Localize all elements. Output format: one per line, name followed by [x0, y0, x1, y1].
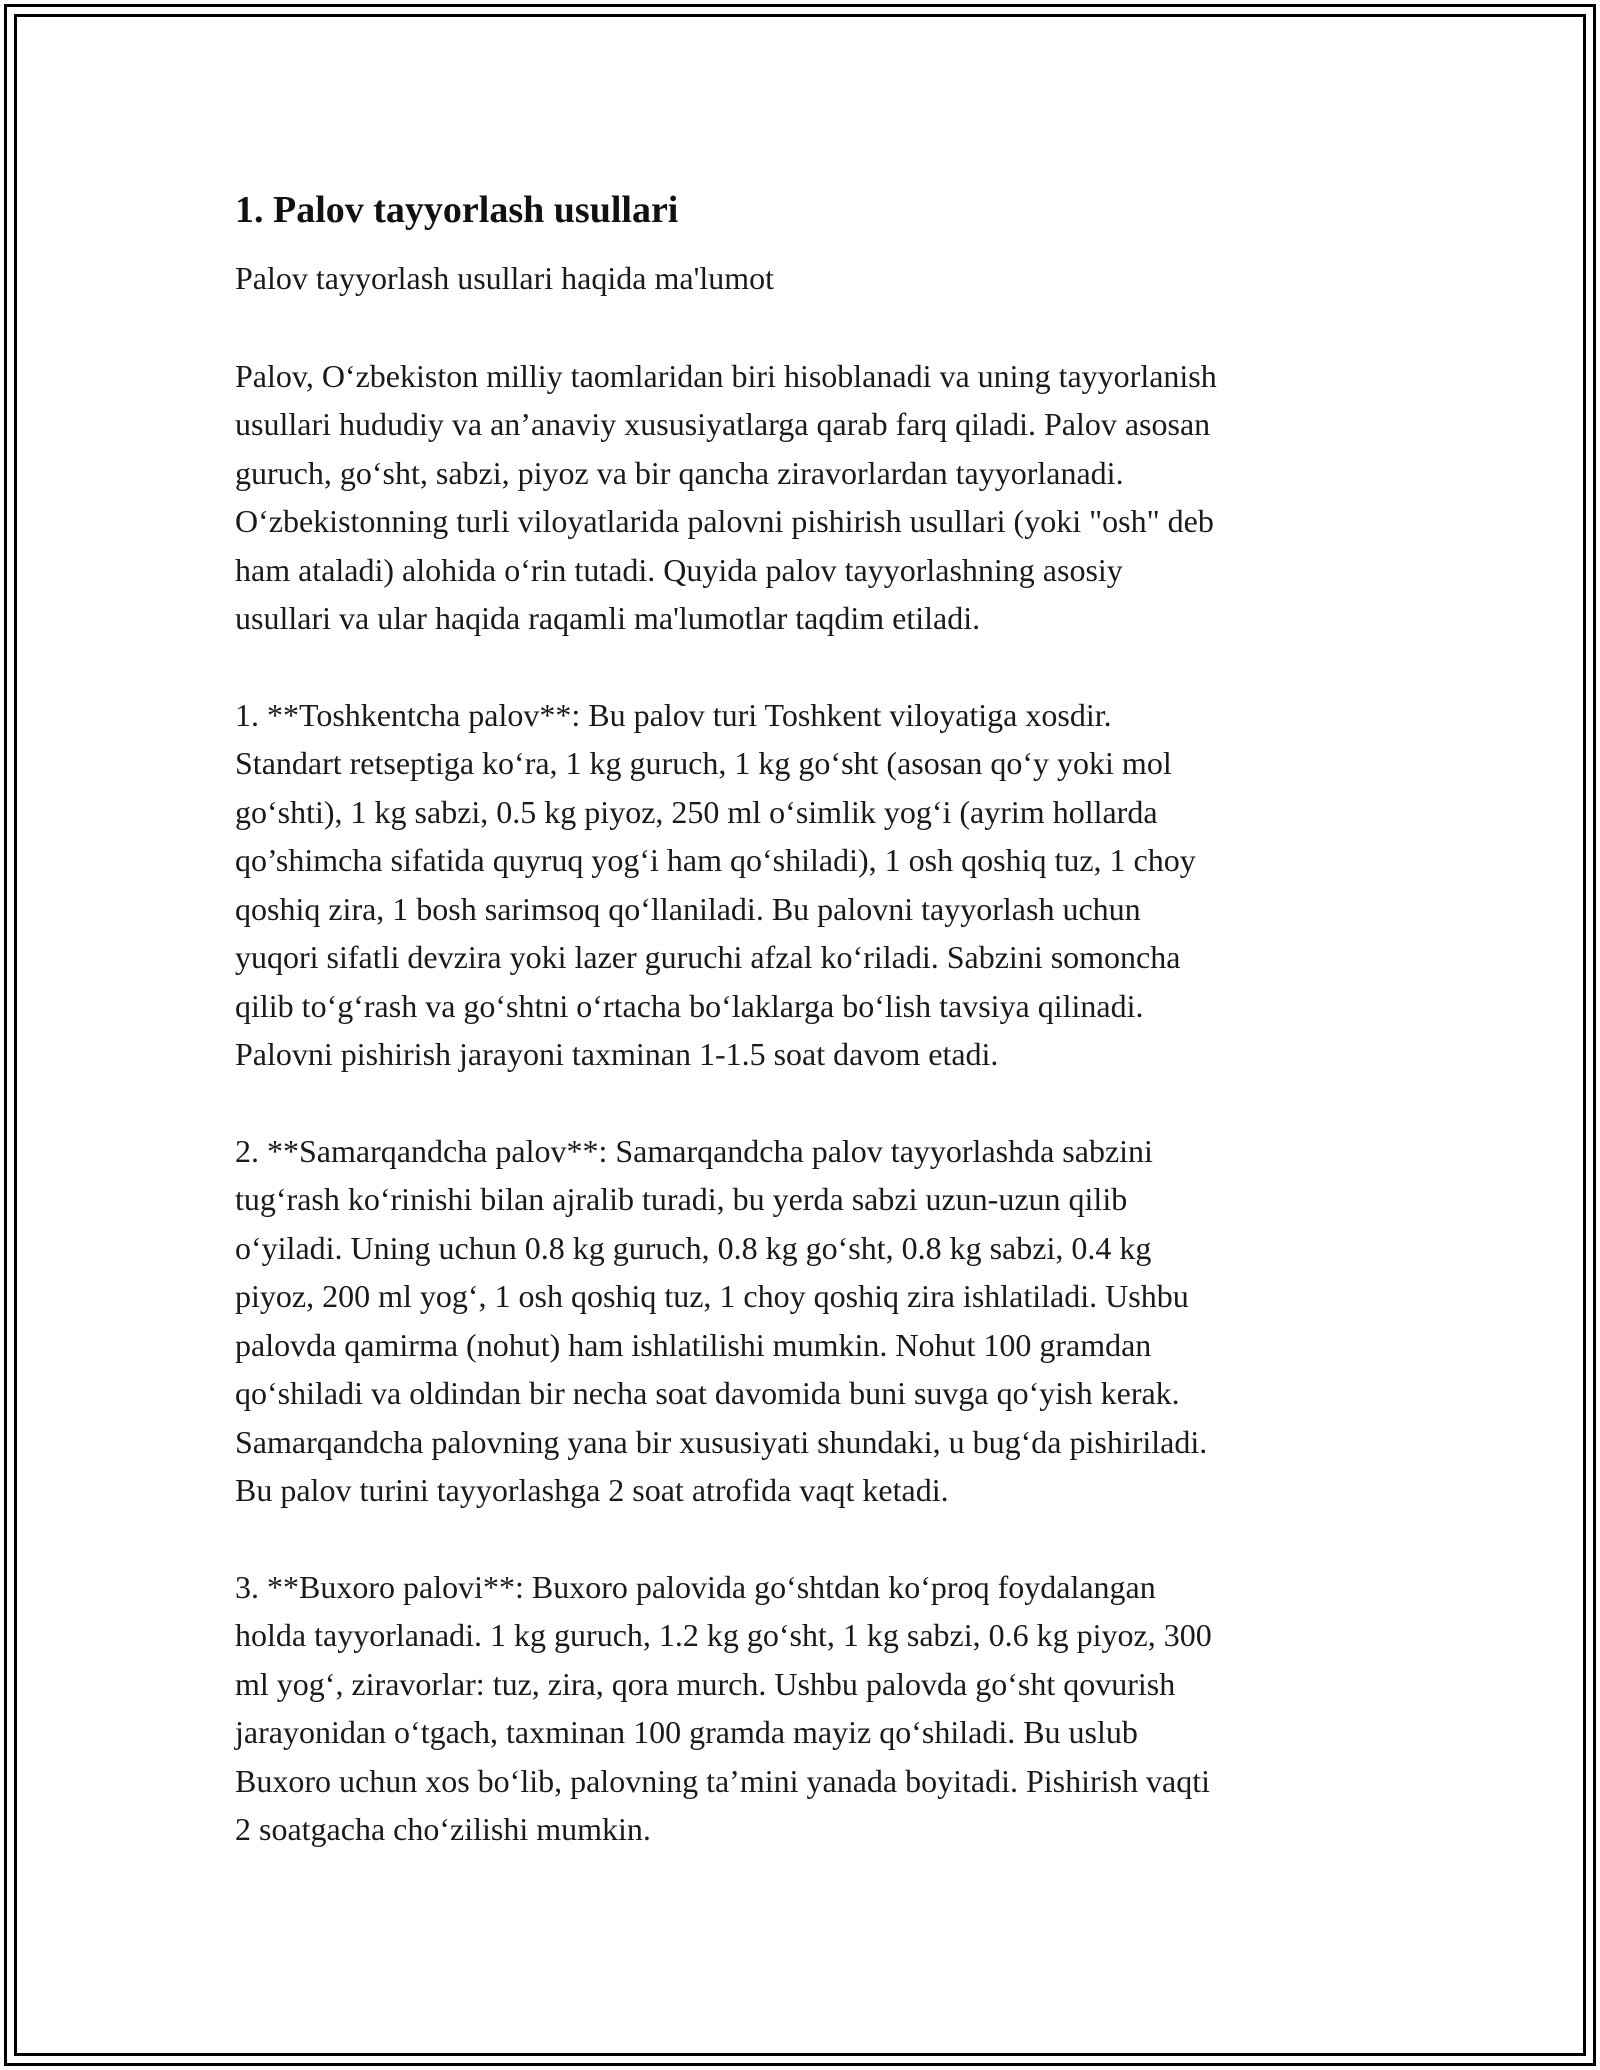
- document-subtitle: Palov tayyorlash usullari haqida ma'lumot: [235, 260, 774, 296]
- document-body: [235, 186, 1395, 1902]
- toshkent-palov-paragraph: 1. **Toshkentcha palov**: Bu palov turi Toshkent viloyatiga xosdir. Standart retseptiga ko‘ra, 1 kg guruch, 1 kg go‘sht (asosan qo‘y yoki mol go‘shti), 1 kg sabzi, 0.5 kg piyoz, 250 ml o‘simlik yog‘i (ayrim hollarda qo’shimcha sifatida quyruq yog‘i ham qo‘shiladi), 1 osh qoshiq tuz, 1 choy qoshiq zira, 1 bosh sarimsoq qo‘llaniladi. Bu palovni tayyorlash uchun yuqori sifatli devzira yoki lazer guruchi afzal ko‘riladi. Sabzini somoncha qilib to‘g‘rash va go‘shtni o‘rtacha bo‘laklarga bo‘lish tavsiya qilinadi. Palovni pishirish jarayoni taxminan 1-1.5 soat davom etadi.: [235, 696, 1196, 1072]
- buxoro-palov-paragraph: 3. **Buxoro palovi**: Buxoro palovida go‘shtdan ko‘proq foydalangan holda tayyorlanadi. 1 kg guruch, 1.2 kg go‘sht, 1 kg sabzi, 0.6 kg piyoz, 300 ml yog‘, ziravorlar: tuz, zira, qora murch. Ushbu palovda go‘sht qovurish jarayonidan o‘tgach, taxminan 100 gramda mayiz qo‘shiladi. Bu uslub Buxoro uchun xos bo‘lib, palovning ta’mini yanada boyitadi. Pishirish vaqti 2 soatgacha cho‘zilishi mumkin.: [235, 1568, 1212, 1847]
- samarqand-palov-paragraph: 2. **Samarqandcha palov**: Samarqandcha palov tayyorlashda sabzini tug‘rash ko‘rinishi bilan ajralib turadi, bu yerda sabzi uzun-uzun qilib o‘yiladi. Uning uchun 0.8 kg guruch, 0.8 kg go‘sht, 0.8 kg sabzi, 0.4 kg piyoz, 200 ml yog‘, 1 osh qoshiq tuz, 1 choy qoshiq zira ishlatiladi. Ushbu palovda qamirma (nohut) ham ishlatilishi mumkin. Nohut 100 gramdan qo‘shiladi va oldindan bir necha soat davomida buni suvga qo‘yish kerak. Samarqandcha palovning yana bir xususiyati shundaki, u bug‘da pishiriladi. Bu palov turini tayyorlashga 2 soat atrofida vaqt ketadi.: [235, 1132, 1208, 1508]
- intro-paragraph: Palov, O‘zbekiston milliy taomlaridan biri hisoblanadi va uning tayyorlanish usullari hududiy va an’anaviy xususiyatlarga qarab farq qiladi. Palov asosan guruch, go‘sht, sabzi, piyoz va bir qancha ziravorlardan tayyorlanadi. O‘zbekistonning turli viloyatlarida palovni pishirish usullari (yoki "osh" deb ham ataladi) alohida o‘rin tutadi. Quyida palov tayyorlashning asosiy usullari va ular haqida raqamli ma'lumotlar taqdim etiladi.: [235, 357, 1217, 636]
- document-title: 1. Palov tayyorlash usullari: [235, 189, 679, 231]
